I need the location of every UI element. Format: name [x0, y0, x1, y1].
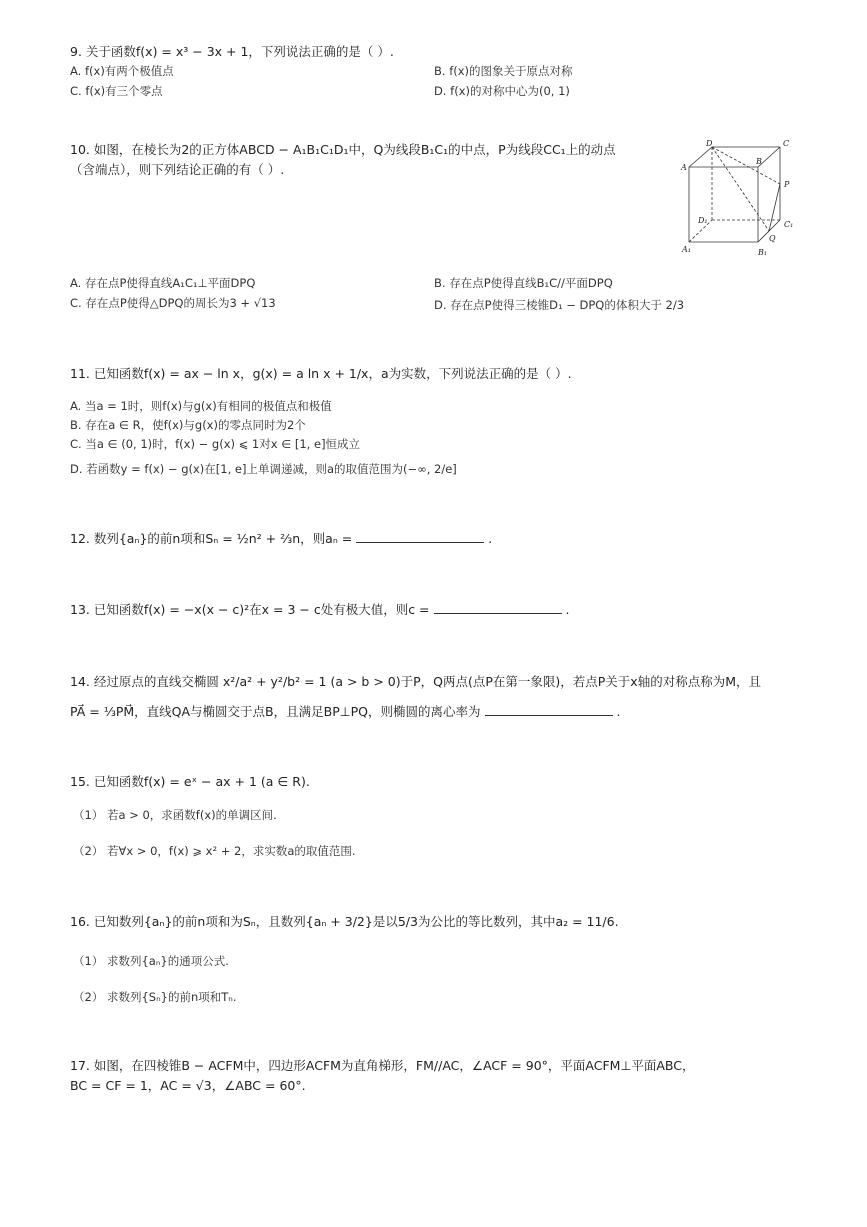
q9-option-c: C. f(x)有三个零点 [70, 84, 163, 98]
q10-stem-line2: （含端点），则下列结论正确的有（ ）. [70, 162, 285, 177]
q13-stem: 13. 已知函数f(x) = −x(x − c)²在x = 3 − c处有极大值，则c = [70, 602, 430, 617]
q10-stem-line1: 10. 如图，在棱长为2的正方体ABCD − A₁B₁C₁D₁中，Q为线段B₁C₁的中点，P为线段CC₁上的动点 [70, 142, 616, 157]
q15-part-1: （1） 若a > 0，求函数f(x)的单调区间. [73, 808, 277, 822]
label-P: P [784, 180, 790, 189]
q11-option-d: D. 若函数y = f(x) − g(x)在[1, e]上单调递减，则a的取值范围为(−∞, 2/e] [70, 462, 457, 476]
q13-answer-blank[interactable] [434, 601, 562, 614]
q16-part-1: （1） 求数列{aₙ}的通项公式. [73, 954, 229, 968]
q16-stem: 16. 已知数列{aₙ}的前n项和为Sₙ，且数列{aₙ + 3/2}是以5/3为公比的等比数列，其中a₂ = 11/6. [70, 914, 619, 929]
q15-stem: 15. 已知函数f(x) = eˣ − ax + 1 (a ∈ R). [70, 774, 310, 789]
q16-part-2: （2） 求数列{Sₙ}的前n项和Tₙ. [73, 990, 237, 1004]
q14-stem-line2: PA⃗ = ⅓PM⃗，直线QA与椭圆交于点B，且满足BP⊥PQ，则椭圆的离心率为 [70, 704, 481, 719]
q17-stem-line1: 17. 如图，在四棱锥B − ACFM中，四边形ACFM为直角梯形，FM//AC，∠ACF = 90°，平面ACFM⊥平面ABC， [70, 1058, 695, 1073]
cube-figure [676, 138, 801, 260]
q14-stem-line1: 14. 经过原点的直线交椭圆 x²/a² + y²/b² = 1 (a > b > 0)于P，Q两点(点P在第一象限)，若点P关于x轴的对称点称为M，且 [70, 674, 761, 689]
q11-option-b: B. 存在a ∈ R，使f(x)与g(x)的零点同时为2个 [70, 418, 306, 432]
q9-option-a: A. f(x)有两个极值点 [70, 64, 174, 78]
q9-option-d: D. f(x)的对称中心为(0, 1) [434, 84, 570, 98]
q13-row [70, 600, 570, 620]
q13-end: . [565, 602, 570, 617]
label-C1: C₁ [784, 220, 794, 229]
q17-stem-line2: BC = CF = 1，AC = √3，∠ABC = 60°. [70, 1078, 306, 1093]
label-A1: A₁ [682, 245, 691, 254]
q10-option-d: D. 存在点P使得三棱锥D₁ − DPQ的体积大于 2/3 [434, 298, 685, 312]
q10-option-c: C. 存在点P使得△DPQ的周长为3 + √13 [70, 296, 276, 310]
q11-stem: 11. 已知函数f(x) = ax − ln x，g(x) = a ln x + 1/x，a为实数，下列说法正确的是（ ）. [70, 366, 572, 381]
label-D1: D₁ [698, 216, 708, 225]
q9-stem: 9. 关于函数f(x) = x³ − 3x + 1，下列说法正确的是（ ）. [70, 44, 394, 59]
q14-end: . [616, 704, 621, 719]
q14-row2 [70, 702, 620, 722]
q10-option-b: B. 存在点P使得直线B₁C//平面DPQ [434, 276, 613, 290]
label-D: D [706, 139, 713, 148]
q11-option-a: A. 当a = 1时，则f(x)与g(x)有相同的极值点和极值 [70, 399, 332, 413]
label-A: A [681, 163, 687, 172]
label-Q: Q [769, 234, 776, 243]
q11-option-c: C. 当a ∈ (0, 1)时，f(x) − g(x) ⩽ 1对x ∈ [1, e]恒成立 [70, 437, 361, 451]
q12-row [70, 529, 492, 549]
q12-answer-blank[interactable] [356, 530, 484, 543]
label-B1: B₁ [758, 248, 768, 257]
q10-option-a: A. 存在点P使得直线A₁C₁⊥平面DPQ [70, 276, 256, 290]
label-C: C [783, 139, 790, 148]
q15-part-2: （2） 若∀x > 0，f(x) ⩾ x² + 2，求实数a的取值范围. [73, 844, 356, 858]
q12-end: . [488, 531, 493, 546]
q9-option-b: B. f(x)的图象关于原点对称 [434, 64, 573, 78]
q14-answer-blank[interactable] [485, 703, 613, 716]
label-B: B [756, 157, 762, 166]
q12-stem: 12. 数列{aₙ}的前n项和Sₙ = ½n² + ⅔n，则aₙ = [70, 531, 353, 546]
